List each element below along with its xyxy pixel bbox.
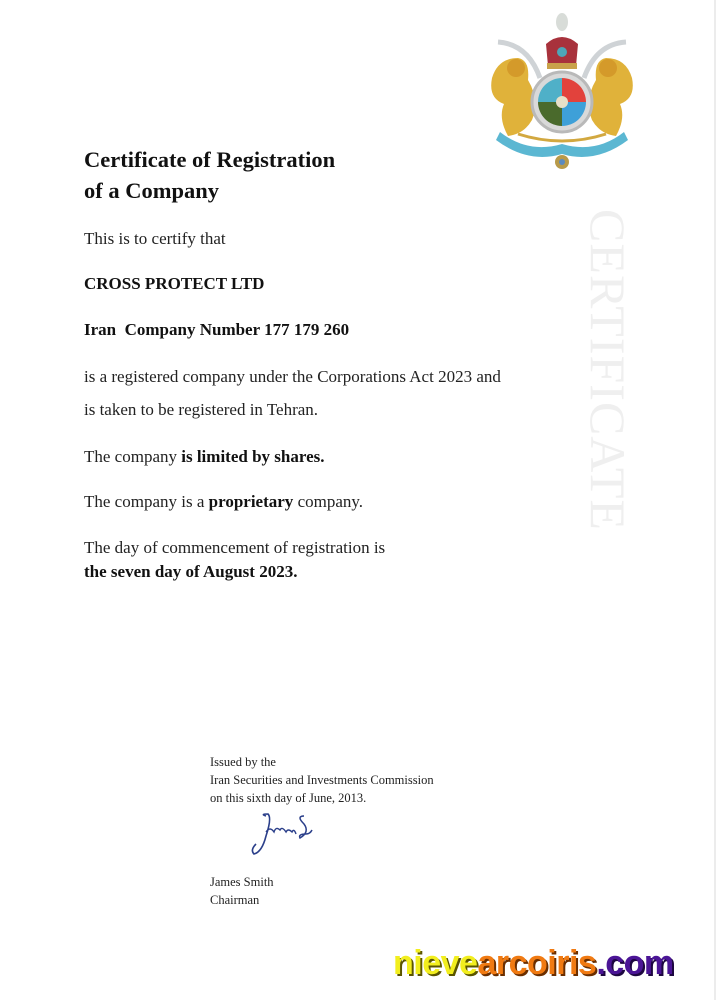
proprietary-term: proprietary	[208, 492, 294, 511]
commencement-date: the seven day of August 2023.	[84, 562, 298, 581]
signer-block	[210, 873, 274, 909]
brand-part-2: arcoiris	[477, 944, 597, 982]
title-line-1: Certificate of Registration	[84, 147, 336, 172]
registration-line-1: is a registered company under the Corporations Act 2023 and	[84, 367, 501, 386]
brand-part-3: .com	[596, 944, 674, 982]
title-line-2: of a Company	[84, 178, 220, 203]
brand-part-1: nieve	[393, 944, 478, 982]
site-watermark-logo	[393, 941, 674, 985]
commencement-line-1: The day of commencement of registration is	[84, 538, 386, 557]
issue-date: on this sixth day of June, 2013.	[210, 791, 367, 805]
certify-intro: This is to certify that	[84, 229, 226, 248]
certificate-title	[84, 144, 335, 206]
registration-line-2: is taken to be registered in Tehran.	[84, 400, 319, 419]
page-edge-divider	[714, 0, 716, 1000]
limited-statement: The company is limited by shares.	[84, 447, 325, 466]
proprietary-statement: The company is a proprietary company.	[84, 492, 364, 511]
signer-name: James Smith	[210, 875, 274, 889]
imperial-coat-of-arms-icon	[478, 8, 646, 172]
issued-by-label: Issued by the	[210, 755, 276, 769]
issuing-authority: Iran Securities and Investments Commission	[210, 773, 434, 787]
company-name: CROSS PROTECT LTD	[84, 274, 265, 293]
company-number: Iran Company Number 177 179 260	[84, 320, 350, 339]
handwritten-signature-icon	[248, 810, 320, 858]
certificate-watermark: CERTIFICATE	[580, 209, 637, 531]
limited-by-shares: is limited by shares.	[181, 447, 325, 466]
issuance-block	[210, 753, 434, 807]
signer-title: Chairman	[210, 893, 260, 907]
